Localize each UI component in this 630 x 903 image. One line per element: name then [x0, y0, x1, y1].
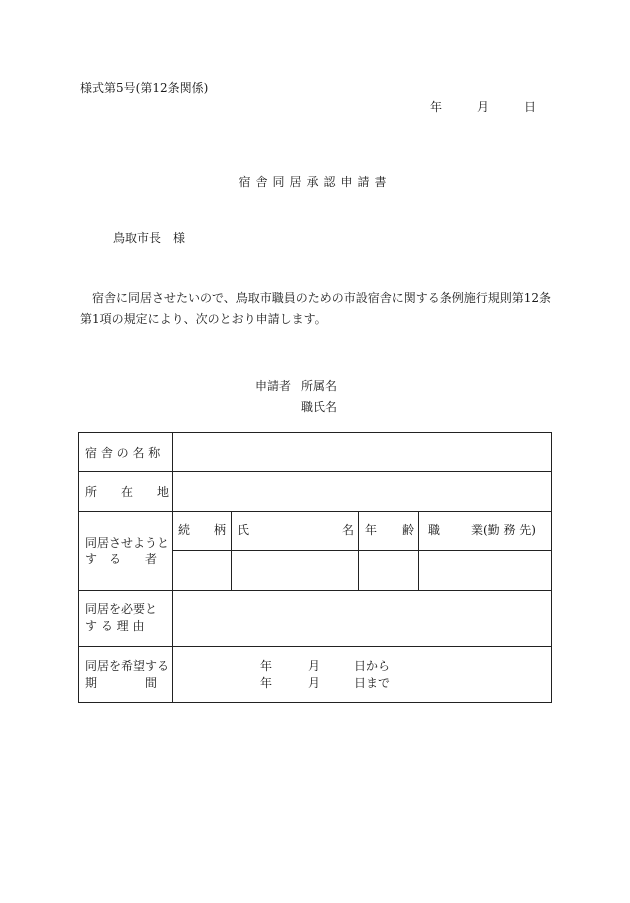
location-label: 所 在 地 [85, 485, 170, 499]
date-month: 月 [477, 100, 490, 114]
row-divider [79, 646, 551, 647]
date-day: 日 [524, 100, 537, 114]
occupation-header-first: 職 [428, 523, 441, 537]
cohabitant-label-line1: 同居させようと [85, 536, 170, 550]
date-year: 年 [430, 100, 443, 114]
row-divider [79, 471, 551, 472]
column-divider [418, 511, 419, 590]
reason-label-line1: 同居を必要と [85, 602, 158, 616]
affiliation-label: 所属名 [301, 379, 338, 393]
row-divider [79, 511, 551, 512]
column-divider [172, 433, 173, 702]
column-divider [358, 511, 359, 590]
cohabitant-label-line2: す る 者 [85, 552, 158, 566]
age-header-last: 齢 [402, 523, 415, 537]
period-from-month: 月 [308, 659, 321, 673]
column-divider [231, 511, 232, 590]
addressee: 鳥取市長 様 [113, 231, 186, 245]
row-divider [172, 550, 551, 551]
period-from-year: 年 [260, 659, 273, 673]
body-text: 宿舎に同居させたいので、鳥取市職員のための市設宿舎に関する条例施行規則第12条第1項の規定により、次のとおり申請します。 [80, 291, 552, 326]
age-header-first: 年 [365, 523, 378, 537]
name-header-last: 名 [342, 523, 355, 537]
period-label-line2: 期 間 [85, 676, 158, 690]
period-to-year: 年 [260, 676, 273, 690]
date-line [420, 101, 540, 113]
occupation-header-last: 業(勤 務 先) [471, 523, 536, 537]
period-to-day: 日まで [354, 676, 391, 690]
period-label-line1: 同居を希望する [85, 659, 170, 673]
document-title: 宿舎同居承認申請書 [238, 175, 392, 189]
applicant-label: 申請者 [255, 379, 292, 393]
form-number: 様式第5号(第12条関係) [80, 81, 209, 95]
application-table [78, 432, 552, 703]
dwelling-name-label: 宿 舎 の 名 称 [85, 446, 161, 460]
name-header-first: 氏 [237, 523, 250, 537]
period-from-day: 日から [354, 659, 391, 673]
staff-name-label: 職氏名 [301, 400, 338, 414]
row-divider [79, 590, 551, 591]
reason-label-line2: す る 理 由 [85, 619, 145, 633]
relation-header: 続 柄 [178, 523, 227, 537]
period-to-month: 月 [308, 676, 321, 690]
